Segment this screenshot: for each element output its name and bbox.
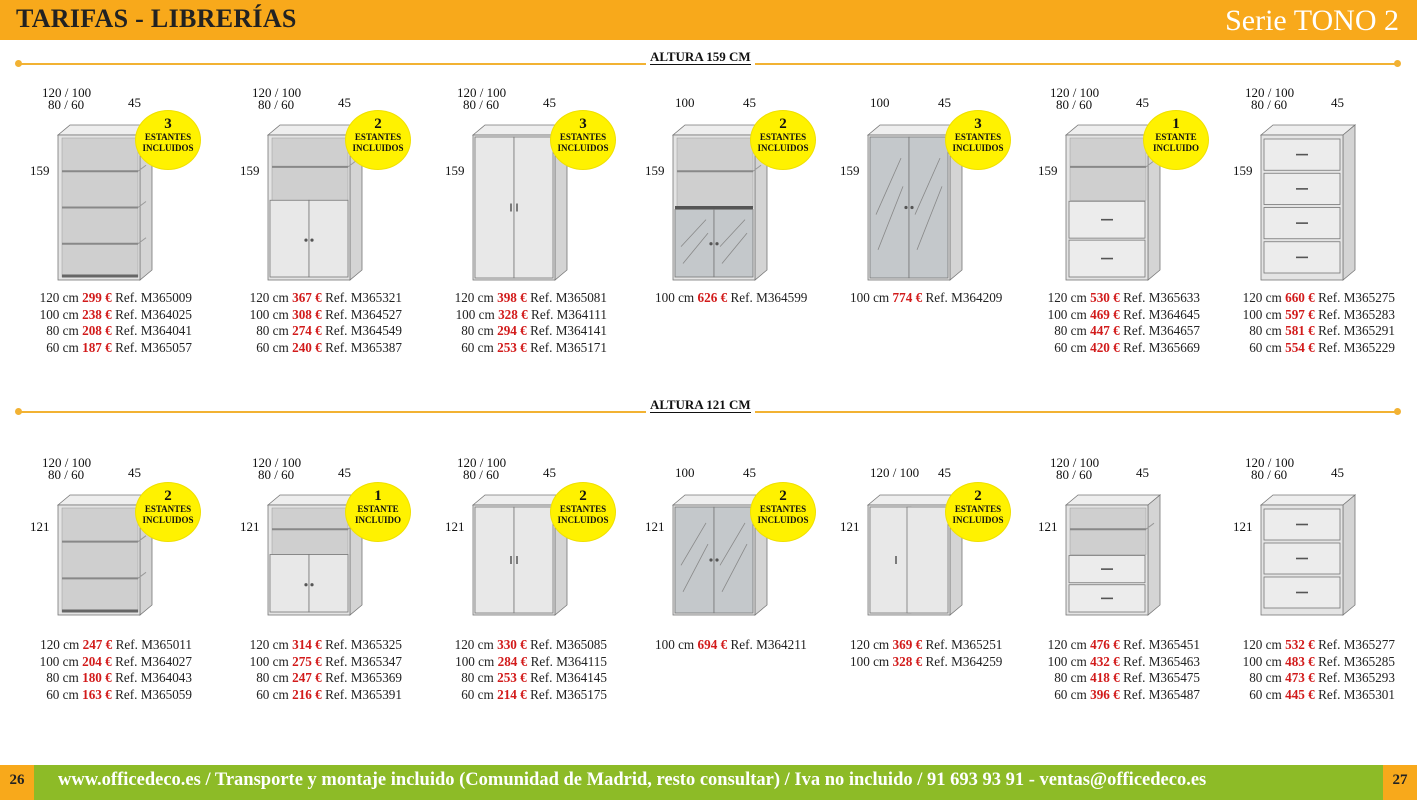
section-title-121: ALTURA 121 CM <box>646 397 755 413</box>
price: 581 € <box>1285 323 1315 339</box>
price-list <box>655 290 845 307</box>
price-list <box>407 290 607 356</box>
shelves-badge <box>751 483 815 541</box>
price-row <box>1195 637 1395 654</box>
page-title: TARIFAS - LIBRERÍAS <box>16 4 297 33</box>
size: 100 cm <box>1047 306 1087 322</box>
product-121-2 <box>232 455 422 755</box>
price: 774 € <box>892 290 923 305</box>
size: 100 cm <box>455 306 495 322</box>
shelves-badge <box>551 111 615 169</box>
height-label: 159 <box>645 163 665 178</box>
depth-label: 45 <box>543 465 556 480</box>
width-label: 120 / 100 <box>1245 85 1295 100</box>
width-label-2: 80 / 60 <box>48 97 85 112</box>
reference: Ref. M364115 <box>530 653 607 669</box>
width-label: 120 / 100 <box>1050 455 1100 470</box>
width-label: 100 <box>675 95 695 110</box>
price-row <box>1000 670 1200 687</box>
price: 532 € <box>1285 637 1315 652</box>
size: 120 cm <box>1242 637 1282 652</box>
depth-label: 45 <box>1136 95 1149 110</box>
price: 483 € <box>1285 653 1315 669</box>
shelves-badge <box>136 483 200 541</box>
section-title-159: ALTURA 159 CM <box>646 49 755 65</box>
reference: Ref. M365285 <box>1318 653 1395 669</box>
shelves-text: ESTANTES INCLUIDOS <box>142 132 194 153</box>
reference: Ref. M364549 <box>325 323 402 339</box>
price-row <box>202 323 402 340</box>
width-label: 120 / 100 <box>252 455 302 470</box>
reference: Ref. M365277 <box>1318 637 1395 652</box>
price: 396 € <box>1090 686 1120 702</box>
price-row <box>407 654 607 671</box>
depth-label: 45 <box>938 95 951 110</box>
reference: Ref. M365011 <box>115 637 192 652</box>
depth-label: 45 <box>743 465 756 480</box>
height-label: 159 <box>840 163 860 178</box>
size: 60 cm <box>1249 339 1282 355</box>
size: 60 cm <box>46 686 79 702</box>
price: 420 € <box>1090 339 1120 355</box>
footer-contact-text: www.officedeco.es / Transporte y montaje incluido (Comunidad de Madrid, resto consultar) / Iva no incluido / 91 693 93 91 - ventas@officedeco.es <box>58 770 1207 790</box>
width-label: 120 / 100 <box>870 465 920 480</box>
size: 100 cm <box>39 653 79 669</box>
price-row <box>1000 290 1200 307</box>
series-title: Serie TONO 2 <box>1225 4 1399 37</box>
shelves-text: ESTANTES INCLUIDOS <box>142 504 194 525</box>
shelves-badge <box>1144 111 1208 169</box>
price-row <box>1195 687 1395 704</box>
width-label-2: 80 / 60 <box>1251 467 1288 482</box>
shelves-count: 2 <box>374 116 382 132</box>
price: 328 € <box>498 306 528 322</box>
reference: Ref. M364145 <box>530 670 607 686</box>
reference: Ref. M364025 <box>115 306 192 322</box>
price: 308 € <box>292 306 322 322</box>
reference: Ref. M364599 <box>730 290 808 305</box>
size: 80 cm <box>46 323 79 339</box>
shelves-text: ESTANTES INCLUIDOS <box>352 132 404 153</box>
price: 597 € <box>1285 306 1315 322</box>
height-label: 159 <box>30 163 50 178</box>
price-row <box>0 654 192 671</box>
size: 100 cm <box>655 637 695 652</box>
price: 660 € <box>1285 290 1315 305</box>
shelves-count: 1 <box>1172 116 1180 132</box>
width-label: 120 / 100 <box>457 455 507 470</box>
price-row <box>1195 654 1395 671</box>
price-row <box>1195 670 1395 687</box>
depth-label: 45 <box>338 465 351 480</box>
price: 476 € <box>1090 637 1120 652</box>
price-row <box>1000 637 1200 654</box>
size: 100 cm <box>1242 653 1282 669</box>
product-159-4 <box>637 85 827 385</box>
reference: Ref. M365291 <box>1318 323 1395 339</box>
size: 100 cm <box>455 653 495 669</box>
size: 100 cm <box>39 306 79 322</box>
price: 214 € <box>497 686 527 702</box>
price-row <box>407 687 607 704</box>
price: 216 € <box>292 686 322 702</box>
width-label-2: 80 / 60 <box>258 467 295 482</box>
height-label: 121 <box>840 519 860 534</box>
shelves-badge <box>346 483 410 541</box>
shelves-count: 3 <box>974 116 982 132</box>
reference: Ref. M365059 <box>115 686 192 702</box>
height-label: 121 <box>645 519 665 534</box>
price-row <box>407 637 607 654</box>
price: 253 € <box>497 339 527 355</box>
price-list <box>0 290 192 356</box>
product-121-7 <box>1225 455 1415 755</box>
product-159-5 <box>832 85 1022 385</box>
reference: Ref. M364141 <box>530 323 607 339</box>
price: 247 € <box>292 670 322 686</box>
price-row <box>0 670 192 687</box>
reference: Ref. M365321 <box>325 290 402 305</box>
price-list <box>1000 637 1200 703</box>
shelves-count: 1 <box>374 488 382 504</box>
shelves-text: ESTANTES INCLUIDOS <box>757 504 809 525</box>
price: 275 € <box>292 653 322 669</box>
size: 60 cm <box>1054 339 1087 355</box>
price: 432 € <box>1090 653 1120 669</box>
size: 120 cm <box>249 290 289 305</box>
reference: Ref. M364027 <box>115 653 192 669</box>
price-row <box>202 654 402 671</box>
reference: Ref. M365369 <box>325 670 402 686</box>
reference: Ref. M364259 <box>925 653 1003 669</box>
width-label: 120 / 100 <box>42 455 92 470</box>
size: 100 cm <box>1242 306 1282 322</box>
price: 626 € <box>697 290 728 305</box>
price: 328 € <box>892 653 923 669</box>
price-row <box>1000 687 1200 704</box>
product-121-4 <box>637 455 827 755</box>
shelves-badge <box>946 483 1010 541</box>
price-list <box>1195 637 1395 703</box>
price: 163 € <box>82 686 112 702</box>
price-row <box>1195 340 1395 357</box>
size: 120 cm <box>1047 637 1087 652</box>
shelves-text: ESTANTES INCLUIDOS <box>952 504 1004 525</box>
price: 314 € <box>292 637 322 652</box>
shelves-text: ESTANTES INCLUIDOS <box>757 132 809 153</box>
depth-label: 45 <box>1331 465 1344 480</box>
price-row <box>202 290 402 307</box>
size: 60 cm <box>461 686 494 702</box>
price-row <box>202 307 402 324</box>
shelves-count: 2 <box>779 116 787 132</box>
price: 238 € <box>82 306 112 322</box>
reference: Ref. M365391 <box>325 686 402 702</box>
price: 208 € <box>82 323 112 339</box>
width-label-2: 80 / 60 <box>258 97 295 112</box>
width-label-2: 80 / 60 <box>48 467 85 482</box>
price-row <box>407 307 607 324</box>
size: 80 cm <box>461 323 494 339</box>
reference: Ref. M365463 <box>1123 653 1200 669</box>
price: 204 € <box>82 653 112 669</box>
cabinet-illustration <box>1225 105 1417 300</box>
shelves-text: ESTANTES INCLUIDOS <box>557 132 609 153</box>
price-row <box>202 637 402 654</box>
size: 120 cm <box>249 637 289 652</box>
price: 299 € <box>82 290 112 305</box>
width-label: 100 <box>675 465 695 480</box>
width-label-2: 80 / 60 <box>463 467 500 482</box>
height-label: 159 <box>1038 163 1058 178</box>
width-label-2: 80 / 60 <box>1056 97 1093 112</box>
price-row <box>655 290 845 307</box>
page-header <box>0 0 1417 40</box>
price-row <box>1000 340 1200 357</box>
size: 60 cm <box>1054 686 1087 702</box>
reference: Ref. M365301 <box>1318 686 1395 702</box>
reference: Ref. M365387 <box>325 339 402 355</box>
price: 274 € <box>292 323 322 339</box>
price-list <box>1195 290 1395 356</box>
height-label: 121 <box>30 519 50 534</box>
size: 60 cm <box>256 686 289 702</box>
reference: Ref. M365275 <box>1318 290 1395 305</box>
size: 80 cm <box>461 670 494 686</box>
shelves-badge <box>551 483 615 541</box>
reference: Ref. M365487 <box>1123 686 1200 702</box>
reference: Ref. M365451 <box>1123 637 1200 652</box>
reference: Ref. M365057 <box>115 339 192 355</box>
depth-label: 45 <box>1136 465 1149 480</box>
product-121-3 <box>437 455 627 755</box>
width-label: 100 <box>870 95 890 110</box>
size: 120 cm <box>454 637 494 652</box>
price-list <box>202 290 402 356</box>
size: 80 cm <box>1249 670 1282 686</box>
price-row <box>1000 654 1200 671</box>
price-row <box>407 670 607 687</box>
reference: Ref. M365325 <box>325 637 402 652</box>
product-121-6 <box>1030 455 1220 755</box>
price-row <box>1000 307 1200 324</box>
product-121-5 <box>832 455 1022 755</box>
width-label: 120 / 100 <box>1245 455 1295 470</box>
size: 80 cm <box>256 670 289 686</box>
size: 120 cm <box>1047 290 1087 305</box>
reference: Ref. M365633 <box>1123 290 1200 305</box>
size: 100 cm <box>850 290 890 305</box>
price: 294 € <box>497 323 527 339</box>
price-row <box>1195 323 1395 340</box>
size: 120 cm <box>850 637 890 652</box>
depth-label: 45 <box>543 95 556 110</box>
size: 80 cm <box>46 670 79 686</box>
size: 60 cm <box>46 339 79 355</box>
product-121-1 <box>22 455 212 755</box>
reference: Ref. M365171 <box>530 339 607 355</box>
size: 60 cm <box>256 339 289 355</box>
size: 60 cm <box>1249 686 1282 702</box>
shelves-text: ESTANTES INCLUIDOS <box>557 504 609 525</box>
price-row <box>202 670 402 687</box>
shelves-count: 2 <box>974 488 982 504</box>
price-row <box>202 340 402 357</box>
size: 100 cm <box>249 306 289 322</box>
price: 445 € <box>1285 686 1315 702</box>
width-label-2: 80 / 60 <box>1251 97 1288 112</box>
shelves-count: 2 <box>164 488 172 504</box>
size: 120 cm <box>39 290 79 305</box>
price-row <box>407 323 607 340</box>
price-row <box>0 637 192 654</box>
price-list <box>1000 290 1200 356</box>
price: 554 € <box>1285 339 1315 355</box>
size: 120 cm <box>1242 290 1282 305</box>
cabinet-illustration <box>1030 475 1230 635</box>
reference: Ref. M364111 <box>531 306 607 322</box>
shelves-badge <box>136 111 200 169</box>
price: 418 € <box>1090 670 1120 686</box>
reference: Ref. M365081 <box>530 290 607 305</box>
height-label: 159 <box>445 163 465 178</box>
price-row <box>202 687 402 704</box>
price: 180 € <box>82 670 112 686</box>
price-row <box>0 290 192 307</box>
page-number-right: 27 <box>1383 765 1417 800</box>
reference: Ref. M364041 <box>115 323 192 339</box>
price-row <box>407 340 607 357</box>
reference: Ref. M364657 <box>1123 323 1200 339</box>
reference: Ref. M365293 <box>1318 670 1395 686</box>
price: 240 € <box>292 339 322 355</box>
size: 60 cm <box>461 339 494 355</box>
shelves-badge <box>751 111 815 169</box>
depth-label: 45 <box>1331 95 1344 110</box>
shelves-text: ESTANTE INCLUIDO <box>354 504 401 525</box>
shelves-badge <box>946 111 1010 169</box>
width-label: 120 / 100 <box>1050 85 1100 100</box>
shelves-count: 2 <box>779 488 787 504</box>
height-label: 121 <box>1233 519 1253 534</box>
cabinet-illustration <box>1225 475 1417 635</box>
reference: Ref. M364645 <box>1123 306 1200 322</box>
reference: Ref. M365085 <box>530 637 607 652</box>
size: 120 cm <box>40 637 80 652</box>
price: 187 € <box>82 339 112 355</box>
reference: Ref. M364211 <box>730 637 807 652</box>
size: 100 cm <box>249 653 289 669</box>
price-row <box>0 307 192 324</box>
size: 100 cm <box>655 290 695 305</box>
price: 367 € <box>292 290 322 305</box>
depth-label: 45 <box>743 95 756 110</box>
price-row <box>655 637 845 654</box>
depth-label: 45 <box>128 95 141 110</box>
height-label: 121 <box>240 519 260 534</box>
size: 100 cm <box>1047 653 1087 669</box>
reference: Ref. M365475 <box>1123 670 1200 686</box>
reference: Ref. M365009 <box>115 290 192 305</box>
depth-label: 45 <box>128 465 141 480</box>
shelves-text: ESTANTES INCLUIDOS <box>952 132 1004 153</box>
reference: Ref. M365251 <box>925 637 1003 652</box>
width-label-2: 80 / 60 <box>463 97 500 112</box>
height-label: 121 <box>445 519 465 534</box>
reference: Ref. M365175 <box>530 686 607 702</box>
depth-label: 45 <box>938 465 951 480</box>
reference: Ref. M364209 <box>925 290 1003 305</box>
price-row <box>0 323 192 340</box>
price: 530 € <box>1090 290 1120 305</box>
reference: Ref. M364527 <box>325 306 402 322</box>
size: 80 cm <box>1054 323 1087 339</box>
reference: Ref. M365347 <box>325 653 402 669</box>
price: 369 € <box>892 637 923 652</box>
price-list <box>0 637 192 703</box>
price: 398 € <box>497 290 527 305</box>
height-label: 159 <box>1233 163 1253 178</box>
depth-label: 45 <box>338 95 351 110</box>
price: 247 € <box>82 637 113 652</box>
price-row <box>1000 323 1200 340</box>
price-list <box>655 637 845 654</box>
size: 100 cm <box>850 653 890 669</box>
shelves-count: 3 <box>579 116 587 132</box>
reference: Ref. M365283 <box>1318 306 1395 322</box>
size: 120 cm <box>454 290 494 305</box>
page-footer <box>0 765 1417 800</box>
shelves-count: 3 <box>164 116 172 132</box>
shelves-badge <box>346 111 410 169</box>
price: 447 € <box>1090 323 1120 339</box>
reference: Ref. M365669 <box>1123 339 1200 355</box>
price: 473 € <box>1285 670 1315 686</box>
price: 469 € <box>1090 306 1120 322</box>
page-number-left: 26 <box>0 765 34 800</box>
shelves-text: ESTANTE INCLUIDO <box>1152 132 1199 153</box>
price-row <box>1195 290 1395 307</box>
price: 284 € <box>497 653 528 669</box>
width-label: 120 / 100 <box>42 85 92 100</box>
price-row <box>407 290 607 307</box>
price: 330 € <box>497 637 527 652</box>
price-row <box>0 687 192 704</box>
height-label: 121 <box>1038 519 1058 534</box>
price-list <box>407 637 607 703</box>
width-label: 120 / 100 <box>252 85 302 100</box>
price-row <box>1195 307 1395 324</box>
size: 80 cm <box>1054 670 1087 686</box>
width-label-2: 80 / 60 <box>1056 467 1093 482</box>
reference: Ref. M364043 <box>115 670 192 686</box>
shelves-count: 2 <box>579 488 587 504</box>
size: 80 cm <box>256 323 289 339</box>
width-label: 120 / 100 <box>457 85 507 100</box>
size: 80 cm <box>1249 323 1282 339</box>
price: 694 € <box>697 637 728 652</box>
price: 253 € <box>497 670 527 686</box>
reference: Ref. M365229 <box>1318 339 1395 355</box>
price-row <box>0 340 192 357</box>
height-label: 159 <box>240 163 260 178</box>
price-list <box>202 637 402 703</box>
